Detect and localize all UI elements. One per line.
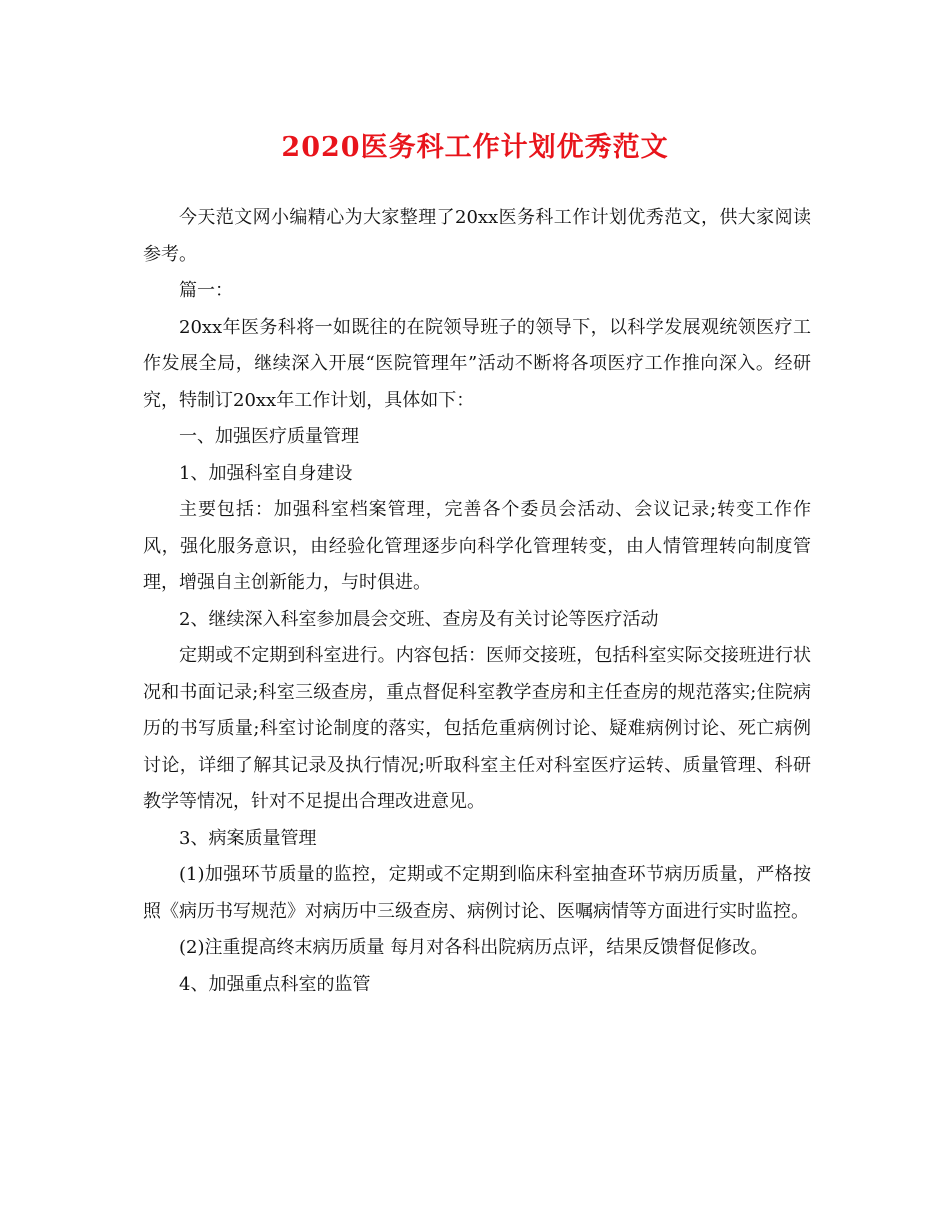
- heading-section-1: 一、加强医疗质量管理: [179, 426, 359, 447]
- paragraph-item-3-2: (2)注重提高终末病历质量 每月对各科出院病历点评，结果反馈督促修改。: [179, 937, 769, 958]
- heading-item-4: 4、加强重点科室的监管: [179, 973, 371, 995]
- paragraph-intro: 今天范文网小编精心为大家整理了20xx医务科工作计划优秀范文，供大家阅读参考。: [143, 207, 811, 265]
- document-body: [143, 200, 811, 1003]
- heading-item-2: 2、继续深入科室参加晨会交班、查房及有关讨论等医疗活动: [179, 608, 659, 630]
- paragraph-overview: 20xx年医务科将一如既往的在院领导班子的领导下，以科学发展观统领医疗工作发展全局，继续深入开展“医院管理年”活动不断将各项医疗工作推向深入。经研究，特制订20xx年工作计划，具体如下：: [143, 316, 811, 411]
- paragraph-item-3-1: (1)加强环节质量的监控，定期或不定期到临床科室抽查环节病历质量，严格按照《病历书写规范》对病历中三级查房、病例讨论、医嘱病情等方面进行实时监控。: [143, 864, 811, 922]
- heading-item-3: 3、病案质量管理: [179, 827, 317, 849]
- paragraph-item-1: 主要包括：加强科室档案管理，完善各个委员会活动、会议记录;转变工作作风，强化服务意识，由经验化管理逐步向科学化管理转变，由人情管理转向制度管理，增强自主创新能力，与时俱进。: [143, 499, 811, 593]
- paragraph-item-2: 定期或不定期到科室进行。内容包括：医师交接班，包括科室实际交接班进行状况和书面记录;科室三级查房，重点督促科室教学查房和主任查房的规范落实;住院病历的书写质量;科室讨论制度的落实，包括危重病例讨论、疑难病例讨论、死亡病例讨论，详细了解其记录及执行情况;听取科室主任对科室医疗运转、质量管理、科研教学等情况，针对不足提出合理改进意见。: [143, 645, 811, 812]
- page-title: 2020医务科工作计划优秀范文: [281, 132, 669, 163]
- heading-item-1: 1、加强科室自身建设: [179, 462, 353, 484]
- paragraph-part-one: 篇一：: [179, 280, 233, 301]
